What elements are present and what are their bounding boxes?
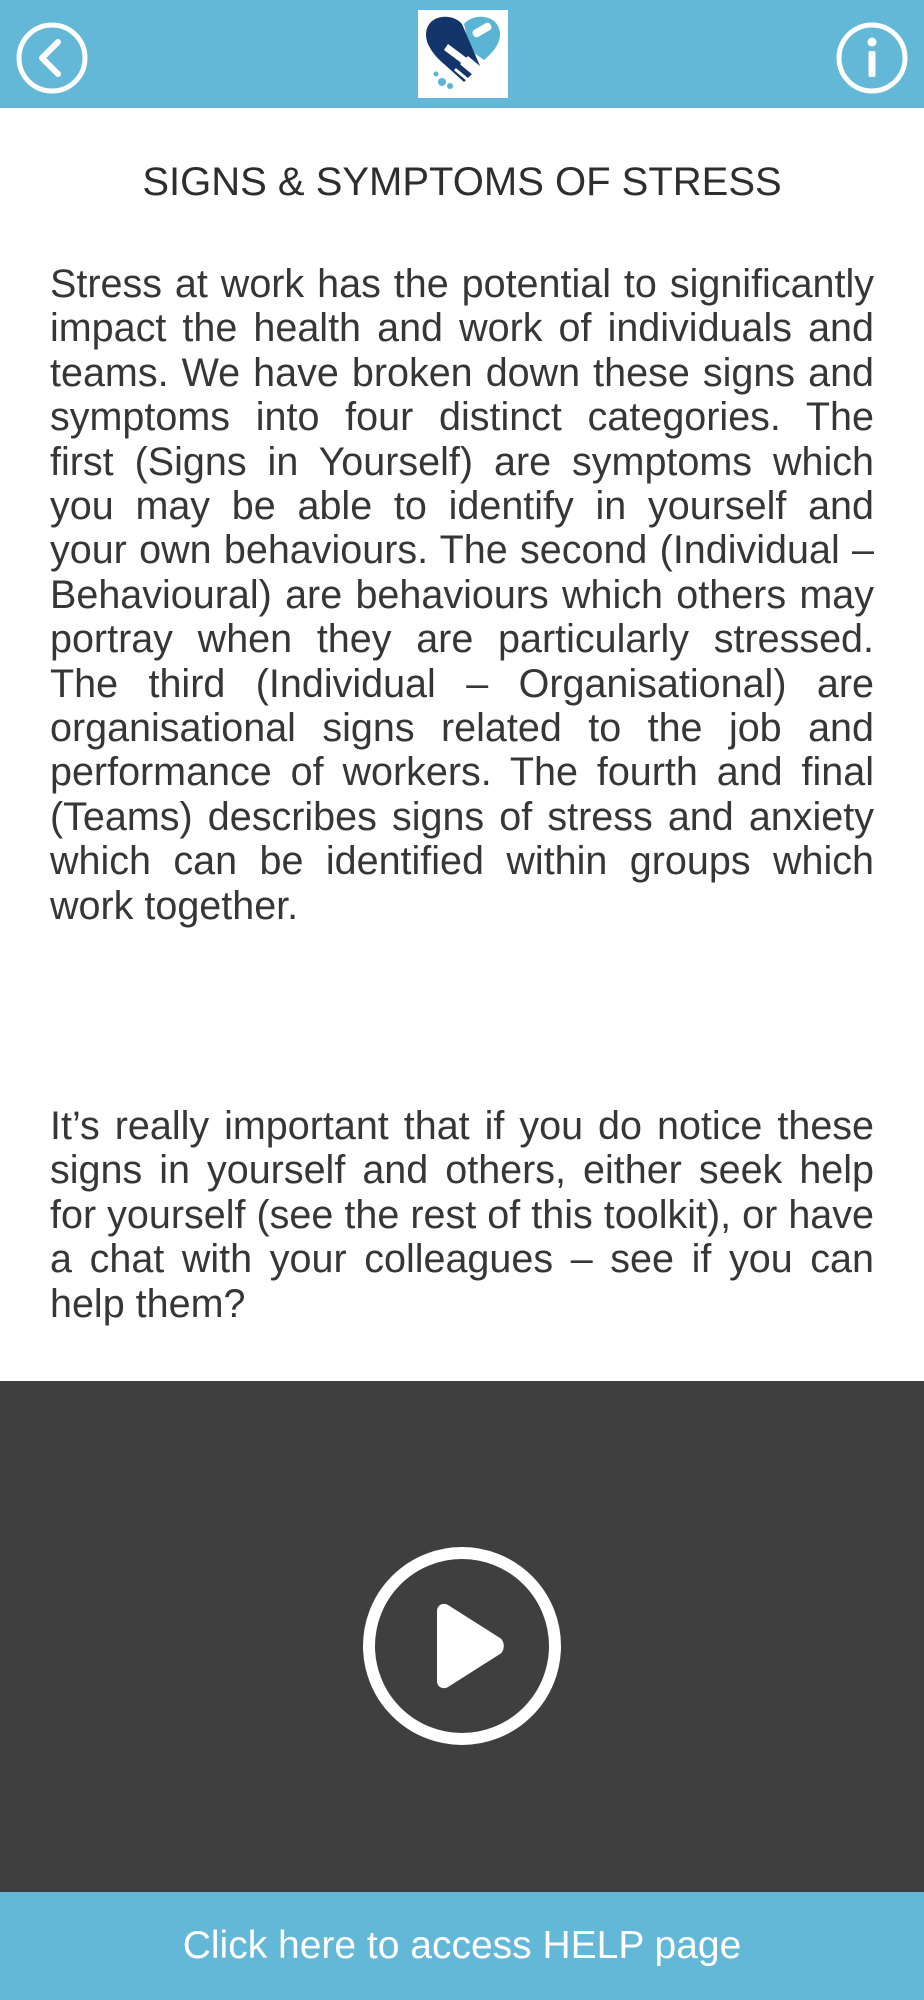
app-logo (418, 10, 508, 98)
info-button[interactable] (834, 20, 910, 96)
top-app-bar (0, 0, 924, 108)
play-circle-icon (361, 1545, 563, 1747)
help-page-bar[interactable] (0, 1892, 924, 2000)
advice-paragraph: It’s really important that if you do notice these signs in yourself and others, either seek help for yourself (see the rest of this toolkit), or have a chat with your colleagues – see if you can help them? (50, 1104, 874, 1326)
article-content (0, 108, 924, 1381)
video-player[interactable] (0, 1381, 924, 1892)
page-title: SIGNS & SYMPTOMS OF STRESS (142, 160, 782, 204)
help-page-link[interactable]: Click here to access HELP page (182, 1924, 742, 1967)
chevron-left-circle-icon (14, 20, 90, 96)
info-circle-icon (834, 20, 910, 96)
heart-handshake-logo (418, 10, 508, 98)
intro-paragraph: Stress at work has the potential to significantly impact the health and work of individuals and teams. We have broken down these signs and symptoms into four distinct categories. The first (Signs in Yourself) are symptoms which you may be able to identify in yourself and your own behaviours. The second (Individual – Behavioural) are behaviours which others may portray when they are particularly stressed. The third (Individual – Organisational) are organisational signs related to the job and performance of workers. The fourth and final (Teams) describes signs of stress and anxiety which can be identified within groups which work together. (50, 262, 874, 928)
play-button[interactable] (361, 1545, 563, 1747)
back-button[interactable] (14, 20, 90, 96)
